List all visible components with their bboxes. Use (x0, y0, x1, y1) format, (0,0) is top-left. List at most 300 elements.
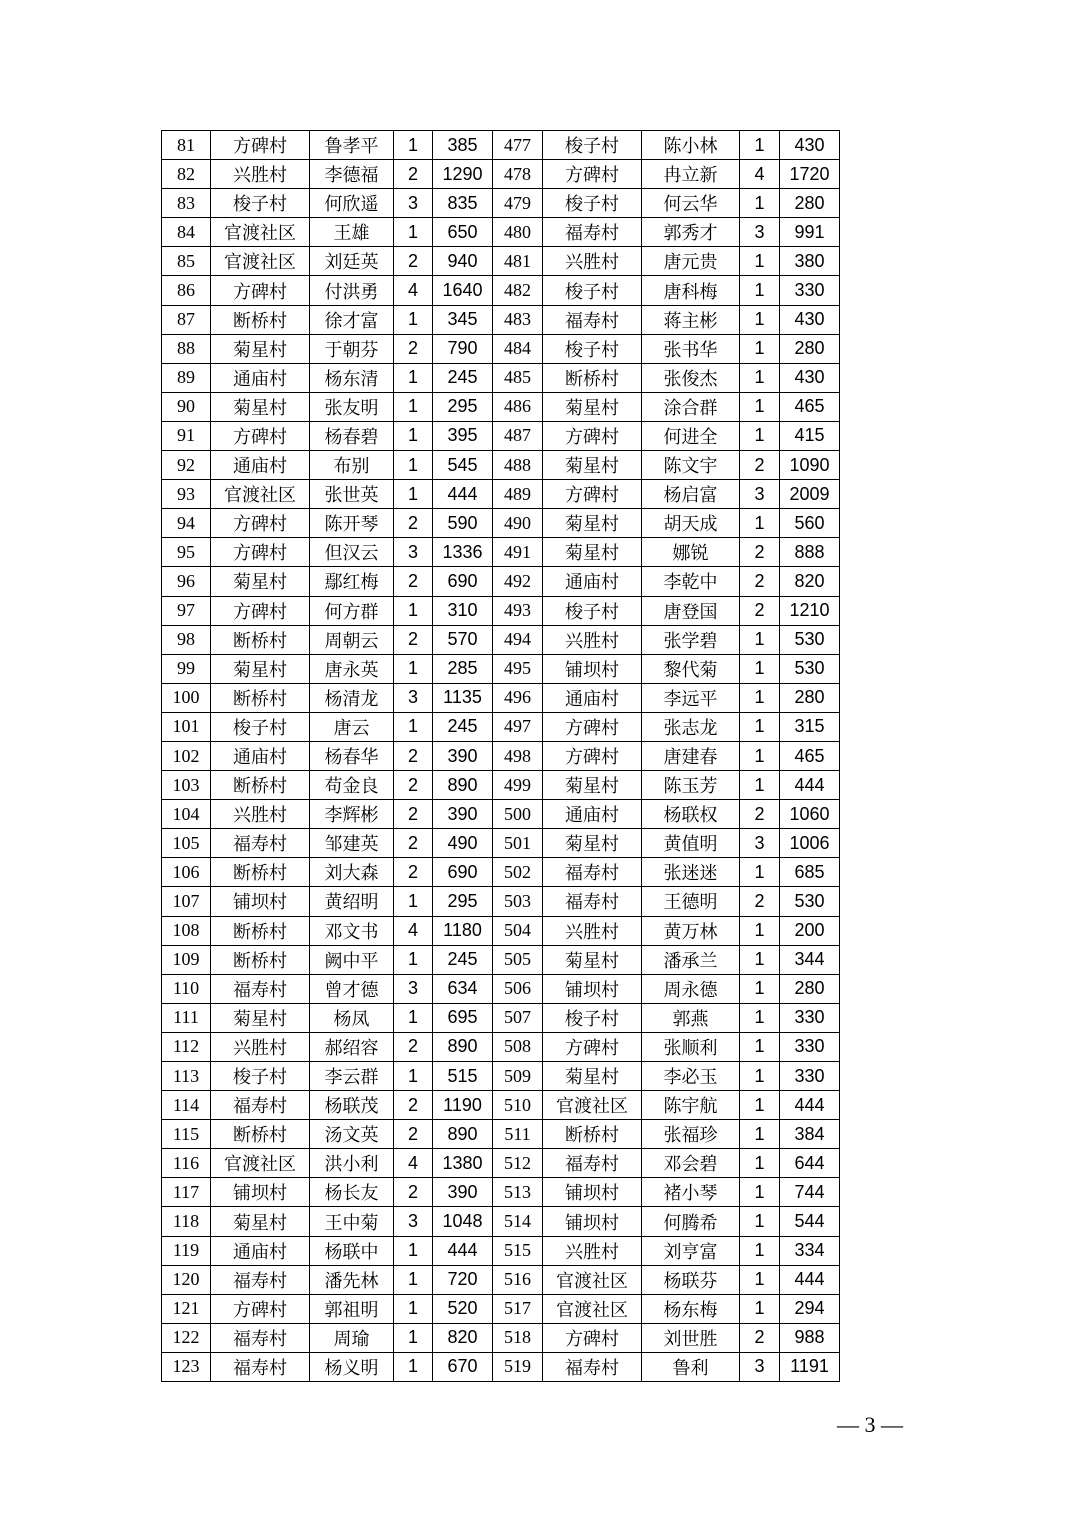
village-cell: 通庙村 (543, 683, 642, 712)
village-cell: 梭子村 (211, 712, 310, 741)
serial-number-cell: 96 (162, 567, 211, 596)
amount-cell: 991 (780, 218, 840, 247)
amount-cell: 890 (433, 1032, 493, 1061)
table-row (162, 741, 840, 770)
name-cell: 唐登国 (642, 596, 740, 625)
household-count-cell: 4 (394, 1149, 433, 1178)
household-count-cell: 1 (740, 712, 780, 741)
village-cell: 断桥村 (543, 363, 642, 392)
table-row (162, 945, 840, 974)
name-cell: 李远平 (642, 683, 740, 712)
village-cell: 菊星村 (543, 1062, 642, 1091)
amount-cell: 285 (433, 654, 493, 683)
amount-cell: 988 (780, 1323, 840, 1352)
table-row (162, 1236, 840, 1265)
table-row (162, 1120, 840, 1149)
table-row (162, 1352, 840, 1381)
name-cell: 张俊杰 (642, 363, 740, 392)
serial-number-cell: 512 (493, 1149, 543, 1178)
household-count-cell: 1 (394, 1323, 433, 1352)
name-cell: 王德明 (642, 887, 740, 916)
serial-number-cell: 85 (162, 247, 211, 276)
household-count-cell: 1 (394, 480, 433, 509)
household-count-cell: 1 (740, 392, 780, 421)
serial-number-cell: 119 (162, 1236, 211, 1265)
household-count-cell: 1 (394, 1265, 433, 1294)
table-row (162, 858, 840, 887)
name-cell: 何欣遥 (310, 189, 394, 218)
amount-cell: 330 (780, 276, 840, 305)
village-cell: 福寿村 (211, 1352, 310, 1381)
village-cell: 菊星村 (543, 451, 642, 480)
household-count-cell: 1 (740, 683, 780, 712)
serial-number-cell: 111 (162, 1003, 211, 1032)
serial-number-cell: 488 (493, 451, 543, 480)
village-cell: 方碑村 (543, 741, 642, 770)
amount-cell: 385 (433, 131, 493, 160)
name-cell: 王雄 (310, 218, 394, 247)
household-count-cell: 2 (394, 858, 433, 887)
household-count-cell: 2 (394, 771, 433, 800)
village-cell: 梭子村 (211, 1062, 310, 1091)
household-count-cell: 1 (740, 1032, 780, 1061)
serial-number-cell: 489 (493, 480, 543, 509)
household-count-cell: 2 (740, 596, 780, 625)
name-cell: 杨春华 (310, 741, 394, 770)
serial-number-cell: 121 (162, 1294, 211, 1323)
serial-number-cell: 497 (493, 712, 543, 741)
amount-cell: 570 (433, 625, 493, 654)
village-cell: 福寿村 (211, 1323, 310, 1352)
household-count-cell: 2 (740, 538, 780, 567)
name-cell: 陈宇航 (642, 1091, 740, 1120)
village-cell: 官渡社区 (211, 218, 310, 247)
name-cell: 张学碧 (642, 625, 740, 654)
amount-cell: 200 (780, 916, 840, 945)
name-cell: 洪小利 (310, 1149, 394, 1178)
amount-cell: 334 (780, 1236, 840, 1265)
table-row (162, 1265, 840, 1294)
table-row (162, 1149, 840, 1178)
serial-number-cell: 118 (162, 1207, 211, 1236)
village-cell: 菊星村 (211, 654, 310, 683)
serial-number-cell: 491 (493, 538, 543, 567)
table-row (162, 829, 840, 858)
village-cell: 官渡社区 (211, 480, 310, 509)
amount-cell: 390 (433, 800, 493, 829)
amount-cell: 280 (780, 189, 840, 218)
serial-number-cell: 94 (162, 509, 211, 538)
amount-cell: 295 (433, 392, 493, 421)
name-cell: 褚小琴 (642, 1178, 740, 1207)
name-cell: 何腾希 (642, 1207, 740, 1236)
serial-number-cell: 88 (162, 334, 211, 363)
household-count-cell: 1 (394, 1062, 433, 1091)
amount-cell: 835 (433, 189, 493, 218)
amount-cell: 294 (780, 1294, 840, 1323)
serial-number-cell: 91 (162, 421, 211, 450)
amount-cell: 690 (433, 567, 493, 596)
household-count-cell: 2 (394, 1120, 433, 1149)
table-row (162, 887, 840, 916)
amount-cell: 444 (433, 480, 493, 509)
serial-number-cell: 487 (493, 421, 543, 450)
serial-number-cell: 509 (493, 1062, 543, 1091)
household-count-cell: 1 (394, 1003, 433, 1032)
household-count-cell: 1 (740, 771, 780, 800)
serial-number-cell: 106 (162, 858, 211, 887)
name-cell: 张福珍 (642, 1120, 740, 1149)
name-cell: 邹建英 (310, 829, 394, 858)
serial-number-cell: 501 (493, 829, 543, 858)
serial-number-cell: 494 (493, 625, 543, 654)
village-cell: 铺坝村 (211, 1178, 310, 1207)
name-cell: 冉立新 (642, 160, 740, 189)
village-cell: 方碑村 (211, 509, 310, 538)
amount-cell: 390 (433, 1178, 493, 1207)
household-count-cell: 1 (740, 334, 780, 363)
table-row (162, 421, 840, 450)
name-cell: 鄢红梅 (310, 567, 394, 596)
amount-cell: 444 (433, 1236, 493, 1265)
amount-cell: 444 (780, 771, 840, 800)
name-cell: 付洪勇 (310, 276, 394, 305)
village-cell: 断桥村 (211, 683, 310, 712)
serial-number-cell: 100 (162, 683, 211, 712)
amount-cell: 345 (433, 305, 493, 334)
name-cell: 黄值明 (642, 829, 740, 858)
serial-number-cell: 104 (162, 800, 211, 829)
household-count-cell: 1 (740, 1294, 780, 1323)
name-cell: 张友明 (310, 392, 394, 421)
name-cell: 杨启富 (642, 480, 740, 509)
amount-cell: 245 (433, 363, 493, 392)
table-row (162, 247, 840, 276)
table-row (162, 392, 840, 421)
table-row (162, 305, 840, 334)
table-row (162, 1294, 840, 1323)
name-cell: 唐建春 (642, 741, 740, 770)
household-count-cell: 1 (394, 596, 433, 625)
table-row (162, 1178, 840, 1207)
household-count-cell: 2 (394, 625, 433, 654)
household-count-cell: 1 (394, 945, 433, 974)
serial-number-cell: 89 (162, 363, 211, 392)
serial-number-cell: 483 (493, 305, 543, 334)
village-cell: 梭子村 (543, 131, 642, 160)
serial-number-cell: 115 (162, 1120, 211, 1149)
amount-cell: 940 (433, 247, 493, 276)
household-count-cell: 4 (740, 160, 780, 189)
household-count-cell: 1 (740, 858, 780, 887)
name-cell: 鲁孝平 (310, 131, 394, 160)
serial-number-cell: 95 (162, 538, 211, 567)
village-cell: 菊星村 (543, 509, 642, 538)
serial-number-cell: 93 (162, 480, 211, 509)
name-cell: 周朝云 (310, 625, 394, 654)
amount-cell: 330 (780, 1003, 840, 1032)
serial-number-cell: 83 (162, 189, 211, 218)
table-row (162, 567, 840, 596)
household-count-cell: 1 (394, 421, 433, 450)
household-count-cell: 1 (740, 276, 780, 305)
serial-number-cell: 482 (493, 276, 543, 305)
household-count-cell: 2 (394, 741, 433, 770)
name-cell: 何云华 (642, 189, 740, 218)
amount-cell: 634 (433, 974, 493, 1003)
serial-number-cell: 480 (493, 218, 543, 247)
amount-cell: 465 (780, 392, 840, 421)
amount-cell: 530 (780, 625, 840, 654)
name-cell: 何进全 (642, 421, 740, 450)
name-cell: 王中菊 (310, 1207, 394, 1236)
name-cell: 布别 (310, 451, 394, 480)
name-cell: 苟金良 (310, 771, 394, 800)
village-cell: 菊星村 (211, 1207, 310, 1236)
amount-cell: 384 (780, 1120, 840, 1149)
household-count-cell: 1 (740, 1120, 780, 1149)
village-cell: 福寿村 (211, 974, 310, 1003)
village-cell: 方碑村 (211, 1294, 310, 1323)
amount-cell: 280 (780, 334, 840, 363)
village-cell: 通庙村 (211, 451, 310, 480)
household-count-cell: 1 (740, 1149, 780, 1178)
household-count-cell: 2 (394, 247, 433, 276)
household-count-cell: 3 (394, 189, 433, 218)
table-row (162, 1207, 840, 1236)
village-cell: 断桥村 (211, 1120, 310, 1149)
village-cell: 官渡社区 (211, 247, 310, 276)
serial-number-cell: 507 (493, 1003, 543, 1032)
village-cell: 方碑村 (543, 1323, 642, 1352)
table-row (162, 509, 840, 538)
household-count-cell: 2 (394, 1032, 433, 1061)
table-row (162, 1091, 840, 1120)
serial-number-cell: 86 (162, 276, 211, 305)
household-count-cell: 1 (394, 363, 433, 392)
name-cell: 杨联中 (310, 1236, 394, 1265)
village-cell: 菊星村 (543, 829, 642, 858)
amount-cell: 430 (780, 363, 840, 392)
amount-cell: 820 (433, 1323, 493, 1352)
village-cell: 菊星村 (211, 334, 310, 363)
name-cell: 杨联茂 (310, 1091, 394, 1120)
amount-cell: 1048 (433, 1207, 493, 1236)
village-cell: 福寿村 (543, 1352, 642, 1381)
serial-number-cell: 477 (493, 131, 543, 160)
household-count-cell: 1 (740, 247, 780, 276)
serial-number-cell: 505 (493, 945, 543, 974)
name-cell: 邓文书 (310, 916, 394, 945)
amount-cell: 280 (780, 683, 840, 712)
serial-number-cell: 87 (162, 305, 211, 334)
village-cell: 菊星村 (211, 1003, 310, 1032)
name-cell: 张顺利 (642, 1032, 740, 1061)
serial-number-cell: 516 (493, 1265, 543, 1294)
amount-cell: 690 (433, 858, 493, 887)
household-count-cell: 1 (740, 189, 780, 218)
name-cell: 曾才德 (310, 974, 394, 1003)
village-cell: 福寿村 (211, 1265, 310, 1294)
name-cell: 李云群 (310, 1062, 394, 1091)
serial-number-cell: 495 (493, 654, 543, 683)
serial-number-cell: 81 (162, 131, 211, 160)
village-cell: 方碑村 (543, 480, 642, 509)
household-count-cell: 1 (394, 131, 433, 160)
amount-cell: 315 (780, 712, 840, 741)
table-row (162, 683, 840, 712)
serial-number-cell: 123 (162, 1352, 211, 1381)
household-count-cell: 2 (394, 800, 433, 829)
table-row (162, 334, 840, 363)
village-cell: 断桥村 (211, 858, 310, 887)
name-cell: 杨联芬 (642, 1265, 740, 1294)
village-cell: 通庙村 (211, 363, 310, 392)
household-count-cell: 1 (740, 625, 780, 654)
serial-number-cell: 498 (493, 741, 543, 770)
household-count-cell: 1 (740, 421, 780, 450)
name-cell: 李乾中 (642, 567, 740, 596)
amount-cell: 888 (780, 538, 840, 567)
amount-cell: 430 (780, 131, 840, 160)
amount-cell: 1006 (780, 829, 840, 858)
name-cell: 刘廷英 (310, 247, 394, 276)
table-row (162, 538, 840, 567)
name-cell: 李必玉 (642, 1062, 740, 1091)
name-cell: 胡天成 (642, 509, 740, 538)
village-cell: 福寿村 (543, 1149, 642, 1178)
name-cell: 刘世胜 (642, 1323, 740, 1352)
name-cell: 唐云 (310, 712, 394, 741)
serial-number-cell: 490 (493, 509, 543, 538)
serial-number-cell: 510 (493, 1091, 543, 1120)
name-cell: 鲁利 (642, 1352, 740, 1381)
village-cell: 兴胜村 (543, 1236, 642, 1265)
serial-number-cell: 110 (162, 974, 211, 1003)
household-count-cell: 1 (740, 1207, 780, 1236)
amount-cell: 1180 (433, 916, 493, 945)
amount-cell: 685 (780, 858, 840, 887)
household-count-cell: 2 (740, 887, 780, 916)
village-cell: 菊星村 (211, 392, 310, 421)
village-cell: 方碑村 (543, 1032, 642, 1061)
amount-cell: 310 (433, 596, 493, 625)
name-cell: 陈玉芳 (642, 771, 740, 800)
amount-cell: 560 (780, 509, 840, 538)
serial-number-cell: 103 (162, 771, 211, 800)
amount-cell: 695 (433, 1003, 493, 1032)
name-cell: 杨东清 (310, 363, 394, 392)
village-cell: 方碑村 (543, 160, 642, 189)
serial-number-cell: 117 (162, 1178, 211, 1207)
village-cell: 菊星村 (543, 538, 642, 567)
village-cell: 铺坝村 (543, 1207, 642, 1236)
serial-number-cell: 517 (493, 1294, 543, 1323)
village-cell: 福寿村 (543, 218, 642, 247)
name-cell: 周瑜 (310, 1323, 394, 1352)
household-count-cell: 3 (740, 829, 780, 858)
amount-cell: 1210 (780, 596, 840, 625)
household-count-cell: 2 (394, 509, 433, 538)
table-row (162, 654, 840, 683)
serial-number-cell: 101 (162, 712, 211, 741)
amount-cell: 590 (433, 509, 493, 538)
amount-cell: 280 (780, 974, 840, 1003)
table-row (162, 625, 840, 654)
serial-number-cell: 508 (493, 1032, 543, 1061)
amount-cell: 530 (780, 654, 840, 683)
household-count-cell: 1 (740, 945, 780, 974)
village-cell: 方碑村 (543, 712, 642, 741)
household-count-cell: 2 (394, 829, 433, 858)
village-cell: 梭子村 (543, 334, 642, 363)
serial-number-cell: 82 (162, 160, 211, 189)
household-count-cell: 3 (394, 683, 433, 712)
name-cell: 汤文英 (310, 1120, 394, 1149)
village-cell: 方碑村 (211, 596, 310, 625)
household-count-cell: 1 (740, 509, 780, 538)
serial-number-cell: 107 (162, 887, 211, 916)
amount-cell: 1290 (433, 160, 493, 189)
name-cell: 杨义明 (310, 1352, 394, 1381)
village-cell: 福寿村 (543, 858, 642, 887)
village-cell: 菊星村 (543, 771, 642, 800)
household-count-cell: 3 (394, 1207, 433, 1236)
village-cell: 兴胜村 (211, 160, 310, 189)
amount-cell: 444 (780, 1265, 840, 1294)
household-count-cell: 3 (740, 218, 780, 247)
amount-cell: 295 (433, 887, 493, 916)
amount-cell: 245 (433, 712, 493, 741)
name-cell: 杨春碧 (310, 421, 394, 450)
household-count-cell: 1 (740, 1236, 780, 1265)
household-count-cell: 2 (740, 800, 780, 829)
name-cell: 蒋主彬 (642, 305, 740, 334)
name-cell: 何方群 (310, 596, 394, 625)
household-count-cell: 4 (394, 916, 433, 945)
serial-number-cell: 485 (493, 363, 543, 392)
village-cell: 方碑村 (211, 131, 310, 160)
serial-number-cell: 84 (162, 218, 211, 247)
name-cell: 杨联权 (642, 800, 740, 829)
name-cell: 杨东梅 (642, 1294, 740, 1323)
village-cell: 断桥村 (211, 916, 310, 945)
household-count-cell: 1 (740, 363, 780, 392)
village-cell: 方碑村 (211, 421, 310, 450)
household-count-cell: 1 (394, 305, 433, 334)
name-cell: 李德福 (310, 160, 394, 189)
amount-cell: 820 (780, 567, 840, 596)
serial-number-cell: 116 (162, 1149, 211, 1178)
village-cell: 兴胜村 (543, 916, 642, 945)
serial-number-cell: 102 (162, 741, 211, 770)
amount-cell: 1060 (780, 800, 840, 829)
household-count-cell: 2 (740, 567, 780, 596)
amount-cell: 1190 (433, 1091, 493, 1120)
amount-cell: 744 (780, 1178, 840, 1207)
village-cell: 铺坝村 (543, 654, 642, 683)
table-row (162, 189, 840, 218)
serial-number-cell: 114 (162, 1091, 211, 1120)
serial-number-cell: 112 (162, 1032, 211, 1061)
serial-number-cell: 500 (493, 800, 543, 829)
amount-cell: 1191 (780, 1352, 840, 1381)
village-cell: 官渡社区 (543, 1294, 642, 1323)
household-count-cell: 4 (394, 276, 433, 305)
name-cell: 黎代菊 (642, 654, 740, 683)
village-cell: 福寿村 (543, 305, 642, 334)
roster-table-body (162, 131, 840, 1382)
